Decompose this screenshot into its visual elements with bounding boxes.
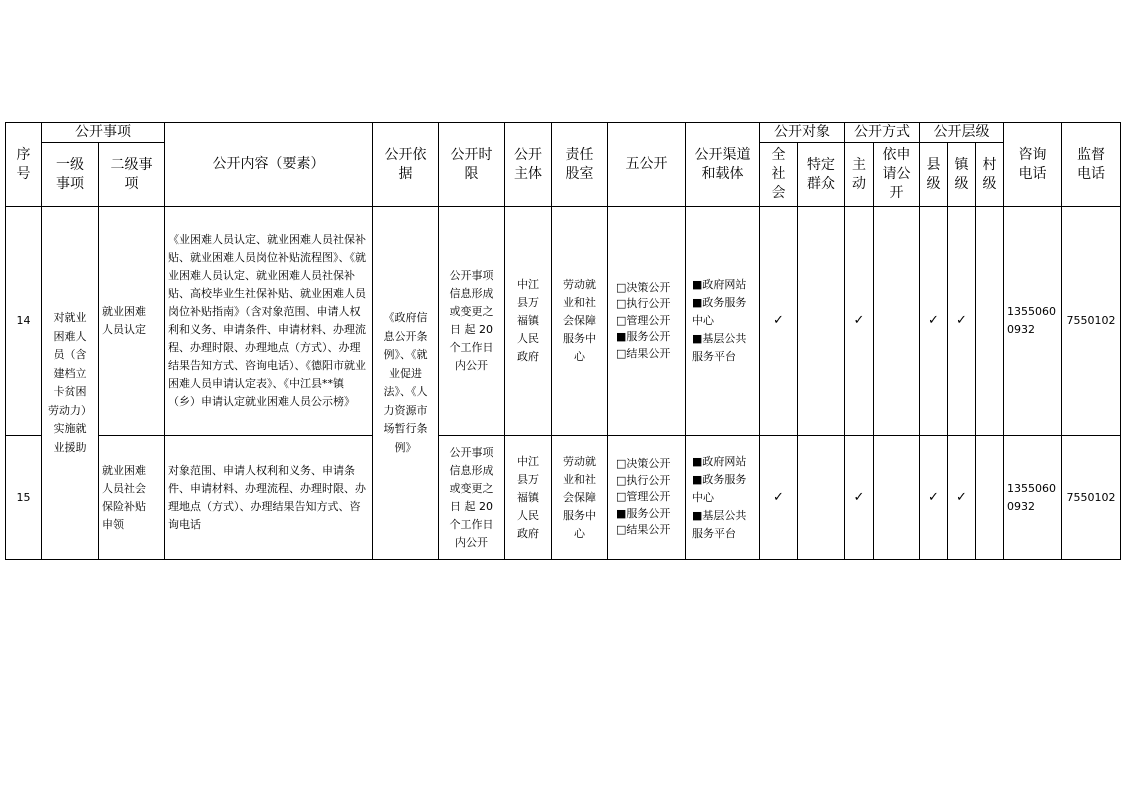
disclosure-subject: 中江 县万 福镇 人民 政府 — [505, 436, 552, 560]
check-active: ✓ — [845, 207, 874, 436]
disclosure-basis: 《政府信 息公开条 例》、《就 业促进 法》、《人 力资源市 场暂行条 例》 — [373, 207, 439, 560]
five-disclosures: □决策公开 □执行公开 □管理公开 ■服务公开 □结果公开 — [608, 436, 686, 560]
table-row — [6, 436, 1121, 560]
header-seq: 序 号 — [6, 123, 42, 207]
level1-matter: 对就业 困难人 员（含 建档立 卡贫困 劳动力） 实施就 业援助 — [42, 207, 99, 560]
responsible-office: 劳动就 业和社 会保障 服务中 心 — [552, 207, 608, 436]
header-town: 镇 级 — [948, 143, 976, 207]
header-time: 公开时 限 — [439, 123, 505, 207]
check-apply — [874, 436, 920, 560]
check-village — [976, 207, 1004, 436]
header-content: 公开内容（要素） — [165, 123, 373, 207]
supervise-phone: 7550102 — [1062, 207, 1121, 436]
responsible-office: 劳动就 业和社 会保障 服务中 心 — [552, 436, 608, 560]
header-matter-group: 公开事项 — [42, 123, 165, 143]
check-active: ✓ — [845, 436, 874, 560]
five-disclosures: □决策公开 □执行公开 □管理公开 ■服务公开 □结果公开 — [608, 207, 686, 436]
consult-phone: 1355060 0932 — [1004, 436, 1062, 560]
disclosure-channel: ■政府网站 ■政务服务 中心 ■基层公共 服务平台 — [686, 207, 760, 436]
row-seq: 14 — [6, 207, 42, 436]
header-level-group: 公开层级 — [920, 123, 1004, 143]
check-specific — [798, 436, 845, 560]
header-method-group: 公开方式 — [845, 123, 920, 143]
check-county: ✓ — [920, 436, 948, 560]
header-apply: 依申 请公 开 — [874, 143, 920, 207]
disclosure-table — [5, 122, 1121, 560]
header-supervise: 监督 电话 — [1062, 123, 1121, 207]
check-village — [976, 436, 1004, 560]
disclosure-time-limit: 公开事项 信息形成 或变更之 日 起 20 个工作日 内公开 — [439, 207, 505, 436]
header-county: 县 级 — [920, 143, 948, 207]
disclosure-channel: ■政府网站 ■政务服务 中心 ■基层公共 服务平台 — [686, 436, 760, 560]
header-specific: 特定 群众 — [798, 143, 845, 207]
check-specific — [798, 207, 845, 436]
disclosure-content: 《业困难人员认定、就业困难人员社保补贴、就业困难人员岗位补贴流程图》、《就业困难人员认定、就业困难人员社保补贴、高校毕业生社保补贴、就业困难人员岗位补贴指南》（含对象范围、申请人权利和义务、申请条件、申请材料、办理流程、办理时限、办理地点（方式）、办理结果告知方式、咨询电话）、《德阳市就业困难人员申请认定表》、《中江县**镇（乡）申请认定就业困难人员公示榜》 — [165, 207, 373, 436]
header-active: 主 动 — [845, 143, 874, 207]
check-all-society: ✓ — [760, 207, 798, 436]
header-subject: 公开 主体 — [505, 123, 552, 207]
header-channel: 公开渠道 和载体 — [686, 123, 760, 207]
check-apply — [874, 207, 920, 436]
check-town: ✓ — [948, 436, 976, 560]
header-lvl1: 一级 事项 — [42, 143, 99, 207]
check-town: ✓ — [948, 207, 976, 436]
disclosure-time-limit: 公开事项 信息形成 或变更之 日 起 20 个工作日 内公开 — [439, 436, 505, 560]
consult-phone: 1355060 0932 — [1004, 207, 1062, 436]
level2-matter: 就业困难 人员认定 — [99, 207, 165, 436]
level2-matter: 就业困难 人员社会 保险补贴 申领 — [99, 436, 165, 560]
supervise-phone: 7550102 — [1062, 436, 1121, 560]
header-basis: 公开依 据 — [373, 123, 439, 207]
check-county: ✓ — [920, 207, 948, 436]
check-all-society: ✓ — [760, 436, 798, 560]
header-lvl2: 二级事 项 — [99, 143, 165, 207]
header-village: 村 级 — [976, 143, 1004, 207]
header-office: 责任 股室 — [552, 123, 608, 207]
header-all-society: 全 社 会 — [760, 143, 798, 207]
header-consult: 咨询 电话 — [1004, 123, 1062, 207]
row-seq: 15 — [6, 436, 42, 560]
table-row — [6, 207, 1121, 436]
disclosure-subject: 中江 县万 福镇 人民 政府 — [505, 207, 552, 436]
disclosure-content: 对象范围、申请人权利和义务、申请条件、申请材料、办理流程、办理时限、办理地点（方式）、办理结果告知方式、咨询电话 — [165, 436, 373, 560]
header-target-group: 公开对象 — [760, 123, 845, 143]
header-five: 五公开 — [608, 123, 686, 207]
